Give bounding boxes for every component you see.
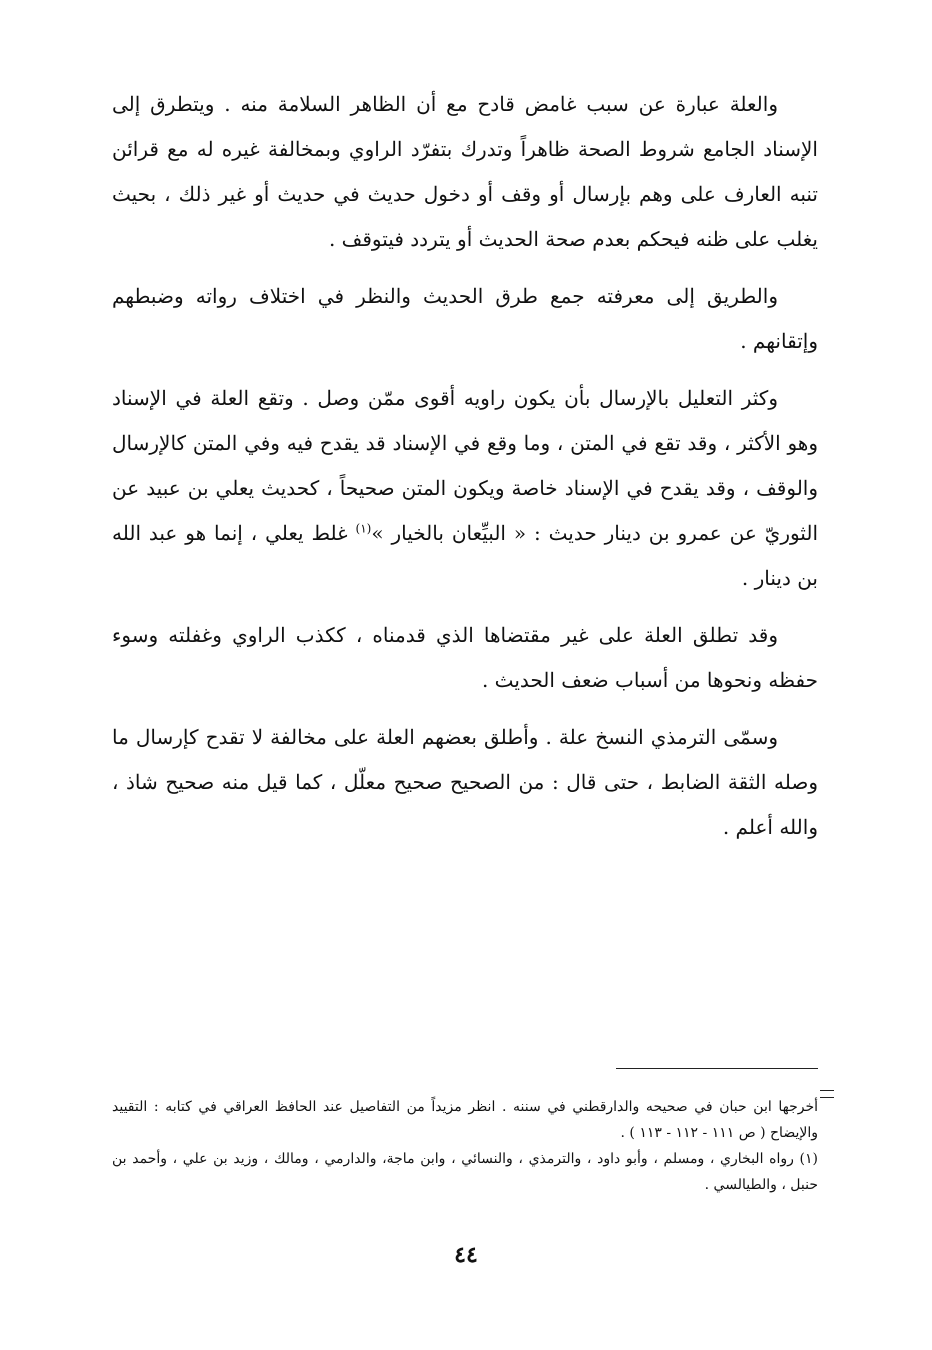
- footnote-separator: [616, 1068, 818, 1069]
- paragraph-other-meanings: وقد تطلق العلة على غير مقتضاها الذي قدمناه ، ككذب الراوي وغفلته وسوء حفظه ونحوها من أسباب ضعف الحديث .: [112, 623, 818, 692]
- paragraph-tirmidhi: وسمّى الترمذي النسخ علة . وأطلق بعضهم العلة على مخالفة لا تقدح كإرسال ما وصله الثقة الضابط ، حتى قال : من الصحيح صحيح معلّل ، كما قيل منه صحيح شاذ ، والله أعلم .: [112, 725, 818, 839]
- footnote-reference: (١): [355, 521, 372, 536]
- page-number: ٤٤: [454, 1242, 478, 1268]
- paragraph-irsal: [112, 376, 818, 601]
- footnote-continued: أخرجها ابن حبان في صحيحه والدارقطني في سننه . انظر مزيداً من التفاصيل عند الحافظ العراقي في كتابه : التقييد والإيضاح ( ص ١١١ - ١١٢ - ١١٣ ) .: [112, 1099, 818, 1141]
- footnote-1: (١) رواه البخاري ، ومسلم ، وأبو داود ، والترمذي ، والنسائي ، وابن ماجة، والدارمي ، ومالك ، وزيد بن علي ، وأحمد بن حنبل ، والطيالسي .: [112, 1151, 818, 1193]
- paragraph-irsal-text-a: وكثر التعليل بالإرسال بأن يكون راويه أقوى ممّن وصل . وتقع العلة في الإسناد وهو الأكثر ، وقد تقع في المتن ، وما وقع في الإسناد قد يقدح فيه وفي المتن كالإرسال والوقف ، وقد يقدح في الإسناد خاصة ويكون المتن صحيحاً ، كحديث يعلي بن عبيد عن الثوريّ عن عمرو بن دينار حديث : « البيِّعان بالخيار »: [112, 386, 818, 545]
- paragraph-method: والطريق إلى معرفته جمع طرق الحديث والنظر في اختلاف رواته وضبطهم وإتقانهم .: [112, 284, 818, 353]
- paragraph-irsal-text-b: غلط يعلي ، إنما هو عبد الله بن دينار .: [112, 521, 818, 590]
- footnote-continuation-mark: [820, 1090, 834, 1098]
- paragraph-illah-definition: والعلة عبارة عن سبب غامض قادح مع أن الظاهر السلامة منه . ويتطرق إلى الإسناد الجامع شروط الصحة ظاهراً وتدرك بتفرّد الراوي وبمخالفة غيره له مع قرائن تنبه العارف على وهم بإرسال أو وقف أو دخول حديث في حديث أو غير ذلك ، بحيث يغلب على ظنه فيحكم بعدم صحة الحديث أو يتردد فيتوقف .: [112, 92, 818, 251]
- footnotes: [112, 1094, 818, 1198]
- main-text: [112, 82, 818, 862]
